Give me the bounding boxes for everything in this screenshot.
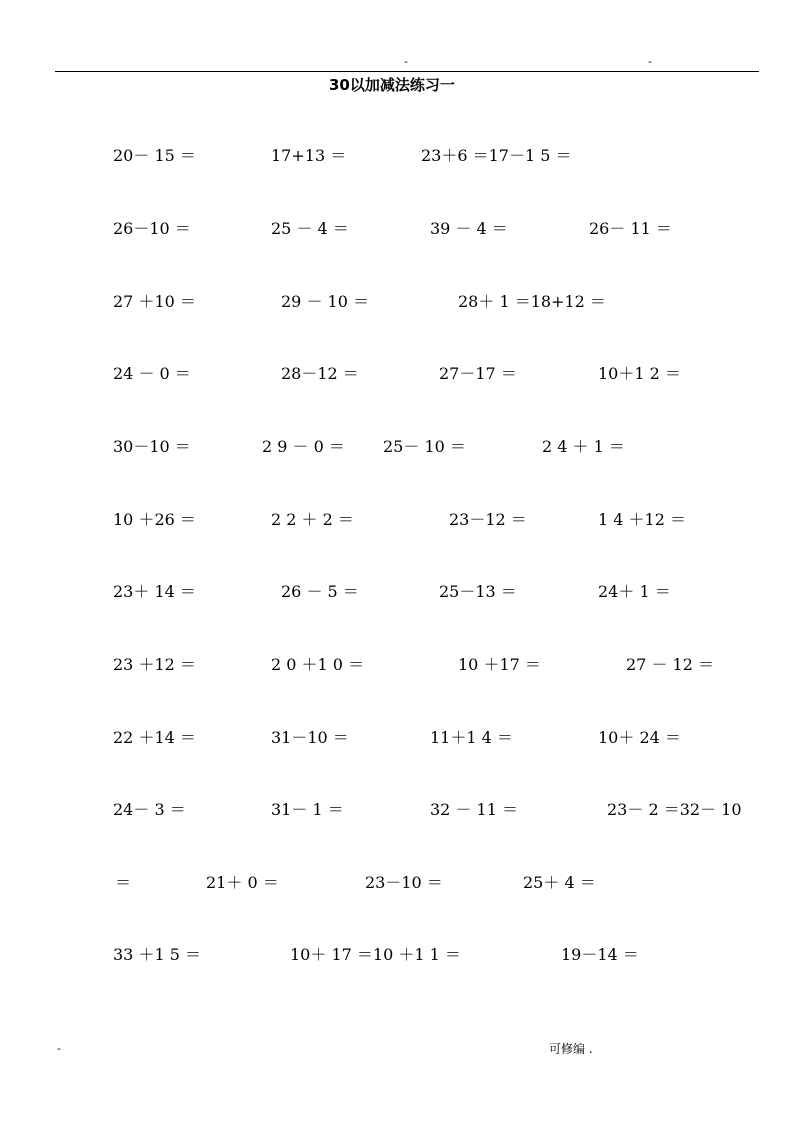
exercise-item: 25－13 ＝ [439,582,517,601]
exercise-item: 23－12 ＝ [449,510,527,529]
exercise-item: 22 ＋14 ＝ [113,728,196,747]
exercise-item: 10＋ 24 ＝ [598,728,681,747]
exercise-item: 2 9 － 0 ＝ [262,437,345,456]
exercise-item: 33 ＋1 5 ＝ [113,945,201,964]
exercise-item: 31－10 ＝ [271,728,349,747]
exercise-item: 26 － 5 ＝ [281,582,359,601]
footer-mark: - [57,1042,61,1055]
exercise-item: 10＋1 2 ＝ [598,364,681,383]
exercise-item: 2 0 ＋1 0 ＝ [271,655,365,674]
exercise-item: 19－14 ＝ [561,945,639,964]
exercise-item: 25 － 4 ＝ [271,219,349,238]
exercise-item: 10 ＋26 ＝ [113,510,196,529]
exercise-item: 1 4 ＋12 ＝ [598,510,686,529]
exercise-item: 23－ 2 ＝32－ 10 [607,800,742,819]
exercise-item: 28－12 ＝ [281,364,359,383]
exercise-item: 25＋ 4 ＝ [523,873,596,892]
exercise-item: 24－ 3 ＝ [113,800,186,819]
exercise-item: 10＋ 17 ＝10 ＋1 1 ＝ [290,945,461,964]
exercise-item: 26－10 ＝ [113,219,191,238]
exercise-item: 23＋6 ＝17－1 5 ＝ [421,146,572,165]
page-title: 30以加减法练习一 [329,76,455,94]
exercise-item: 20－ 15 ＝ [113,146,196,165]
exercise-item: 28＋ 1 ＝18+12 ＝ [458,292,606,311]
exercise-item: 27 ＋10 ＝ [113,292,196,311]
exercise-item: 11＋1 4 ＝ [430,728,513,747]
exercise-item: 30－10 ＝ [113,437,191,456]
exercise-item: 27 － 12 ＝ [626,655,714,674]
exercise-item: 25－ 10 ＝ [383,437,466,456]
footer-text: 可修编 . [549,1042,593,1056]
exercise-item: 27－17 ＝ [439,364,517,383]
exercise-item: 23 ＋12 ＝ [113,655,196,674]
exercise-item: 2 4 ＋ 1 ＝ [542,437,625,456]
exercise-item: 17+13 ＝ [271,146,347,165]
header-rule [55,71,759,72]
exercise-item: 23－10 ＝ [365,873,443,892]
header-mark-right: - [648,55,652,68]
exercise-item: 21＋ 0 ＝ [206,873,279,892]
exercise-item: 31－ 1 ＝ [271,800,344,819]
exercise-item: 39 － 4 ＝ [430,219,508,238]
exercise-item: 2 2 ＋ 2 ＝ [271,510,354,529]
exercise-item: 29 － 10 ＝ [281,292,369,311]
exercise-item: 24 － 0 ＝ [113,364,191,383]
header-mark-left: - [404,55,408,68]
exercise-item: 32 － 11 ＝ [430,800,518,819]
exercise-item: 26－ 11 ＝ [589,219,672,238]
exercise-item: ＝ [115,873,132,892]
exercise-item: 23＋ 14 ＝ [113,582,196,601]
exercise-item: 24＋ 1 ＝ [598,582,671,601]
exercise-item: 10 ＋17 ＝ [458,655,541,674]
